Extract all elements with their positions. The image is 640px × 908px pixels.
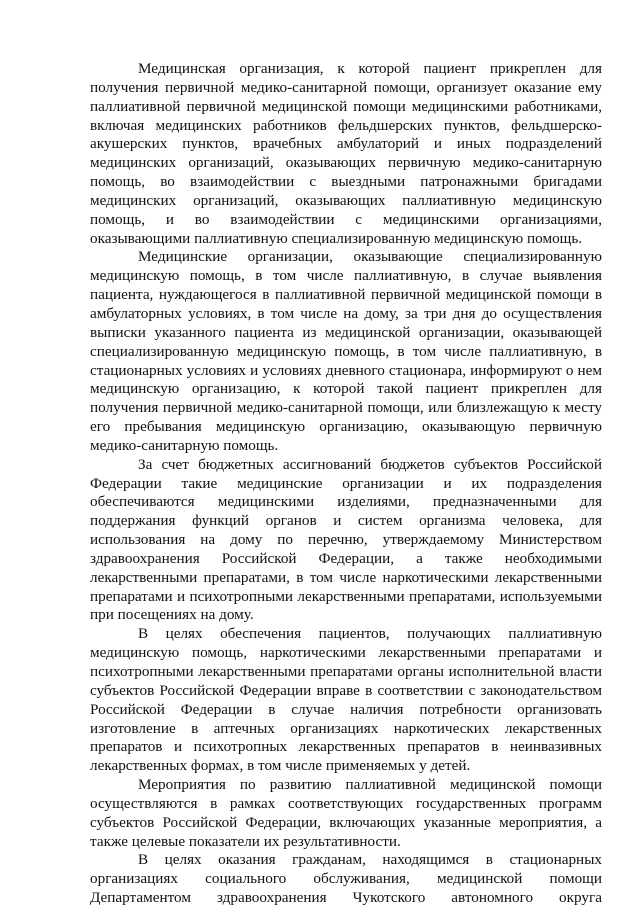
paragraph-social-institutions: В целях оказания гражданам, находящимся в стационарных организациях социального обслуживания, медицинской помощи Департаментом здравоохранения Чукотского автономного округа	[90, 851, 602, 907]
paragraph-state-programs: Мероприятия по развитию паллиативной медицинской помощи осуществляются в рамках соответствующих государственных программ субъектов Российской Федерации, включающих указанные мероприятия, а также целевые показатели их результативности.	[90, 776, 602, 850]
paragraph-budget-funding: За счет бюджетных ассигнований бюджетов субъектов Российской Федерации такие медицинские организации и их подразделения обеспечиваются медицинскими изделиями, предназначенными для поддержания функций органов и систем организма человека, для использования на дому по перечню, утверждаемому Министерством здравоохранения Российской Федерации, а также необходимыми лекарственными препаратами, в том числе наркотическими лекарственными препаратами и психотропными лекарственными препаратами, используемыми при посещениях на дому.	[90, 455, 602, 624]
paragraph-narcotic-drugs: В целях обеспечения пациентов, получающих паллиативную медицинскую помощь, наркотическими лекарственными препаратами и психотропными лекарственными препаратами органы исполнительной власти субъектов Российской Федерации вправе в соответствии с законодательством Российской Федерации в случае наличия потребности организовать изготовление в аптечных организациях наркотических лекарственных препаратов и психотропных лекарственных препаратов в неинвазивных лекарственных формах, в том числе применяемых у детей.	[90, 625, 602, 775]
paragraph-primary-care-palliative: Медицинская организация, к которой пациент прикреплен для получения первичной медико-санитарной помощи, организует оказание ему паллиативной первичной медицинской помощи медицинскими работниками, включая медицинских работников фельдшерских пунктов, фельдшерско-акушерских пунктов, врачебных амбулаторий и иных подразделений медицинских организаций, оказывающих первичную медико-санитарную помощь, во взаимодействии с выездными патронажными бригадами медицинских организаций, оказывающих паллиативную медицинскую помощь, и во взаимодействии с медицинскими организациями, оказывающими паллиативную специализированную медицинскую помощь.	[90, 60, 602, 247]
document-page	[90, 60, 602, 908]
paragraph-specialized-care-notification: Медицинские организации, оказывающие специализированную медицинскую помощь, в том числе паллиативную, в случае выявления пациента, нуждающегося в паллиативной первичной медицинской помощи в амбулаторных условиях, в том числе на дому, за три дня до осуществления выписки указанного пациента из медицинской организации, оказывающей специализированную медицинскую помощь, в том числе паллиативную, в стационарных условиях и условиях дневного стационара, информируют о нем медицинскую организацию, к которой такой пациент прикреплен для получения первичной медико-санитарной помощи, или близлежащую к месту его пребывания медицинскую организацию, оказывающую первичную медико-санитарную помощь.	[90, 248, 602, 454]
